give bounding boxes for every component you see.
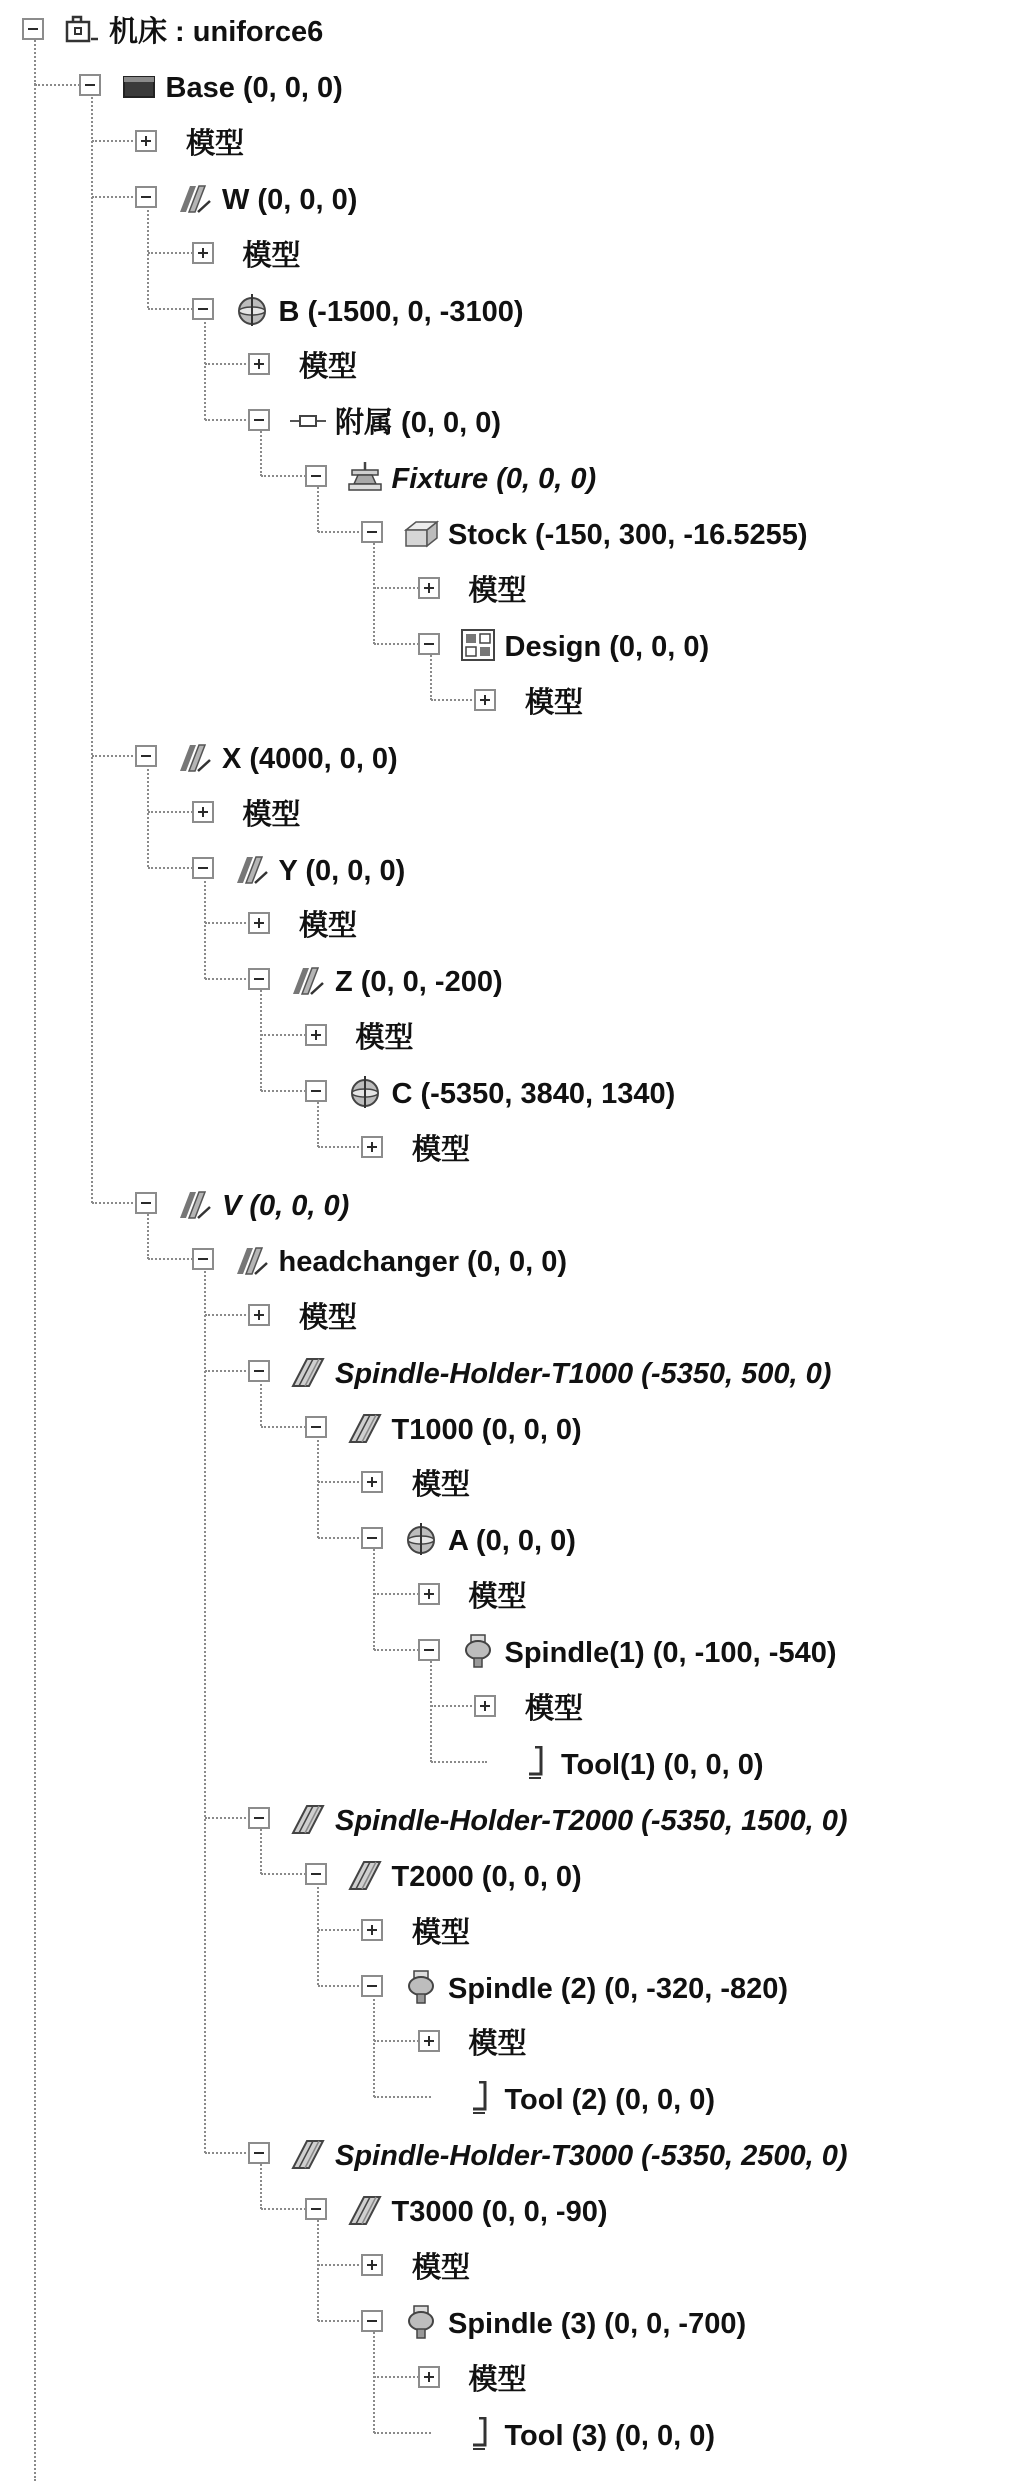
collapse-toggle[interactable] bbox=[305, 2198, 327, 2220]
expand-toggle[interactable] bbox=[361, 1136, 383, 1158]
tree-node-label: 模型 bbox=[525, 1693, 584, 1725]
expand-toggle[interactable] bbox=[474, 689, 496, 711]
holder-icon bbox=[289, 1802, 327, 1836]
tree-node-label: Y (0, 0, 0) bbox=[278, 854, 406, 887]
tree-node-label: Stock (-150, 300, -16.5255) bbox=[448, 519, 808, 552]
tree-node-label: 模型 bbox=[242, 239, 301, 272]
tree-node-label: X (4000, 0, 0) bbox=[222, 742, 398, 775]
collapse-toggle[interactable] bbox=[79, 74, 101, 96]
expand-toggle[interactable] bbox=[418, 577, 440, 599]
tree-node-label: 模型 bbox=[412, 1469, 471, 1502]
rotary-axis-icon bbox=[233, 293, 271, 327]
collapse-toggle[interactable] bbox=[305, 1863, 327, 1885]
tree-node-label: 模型 bbox=[299, 910, 358, 943]
collapse-toggle[interactable] bbox=[248, 1360, 270, 1382]
holder-icon bbox=[346, 1411, 384, 1445]
tree-node-label: Spindle (3) (0, 0, -700) bbox=[448, 2307, 747, 2340]
tree-node-label: Spindle(1) (0, -100, -540) bbox=[504, 1637, 837, 1670]
tree-node-label: 模型 bbox=[186, 127, 245, 160]
linear-axis-icon bbox=[176, 740, 214, 774]
tree-node-label: 模型 bbox=[468, 2363, 527, 2396]
tree-connector-line bbox=[431, 1761, 488, 1763]
tree-node-label: T1000 (0, 0, 0) bbox=[391, 1413, 582, 1446]
collapse-toggle[interactable] bbox=[22, 18, 44, 40]
linear-axis-icon bbox=[176, 181, 214, 215]
expand-toggle[interactable] bbox=[248, 1304, 270, 1326]
tree-node-label: 模型 bbox=[468, 1581, 527, 1614]
expand-toggle[interactable] bbox=[305, 1024, 327, 1046]
expand-toggle[interactable] bbox=[248, 912, 270, 934]
tree-node-label: V (0, 0, 0) bbox=[222, 1189, 350, 1222]
tree-connector-line bbox=[374, 2432, 431, 2434]
tree-node-label: Tool (3) (0, 0, 0) bbox=[504, 2419, 716, 2452]
tree-node-label: 附属 (0, 0, 0) bbox=[335, 407, 501, 440]
collapse-toggle[interactable] bbox=[192, 1248, 214, 1270]
tree-node-label: 模型 bbox=[468, 2028, 527, 2061]
collapse-toggle[interactable] bbox=[248, 968, 270, 990]
collapse-toggle[interactable] bbox=[361, 1975, 383, 1997]
linear-axis-icon bbox=[233, 852, 271, 886]
design-grid-icon bbox=[459, 628, 497, 662]
tree-node-label: 模型 bbox=[525, 686, 584, 719]
tree-node-label: C (-5350, 3840, 1340) bbox=[391, 1078, 676, 1111]
tree-connector-line bbox=[374, 2096, 431, 2098]
tree-node-label: Design (0, 0, 0) bbox=[504, 630, 710, 663]
tree-node-label: B (-1500, 0, -3100) bbox=[278, 295, 524, 328]
tree-node-label: W (0, 0, 0) bbox=[222, 183, 358, 216]
holder-icon bbox=[289, 2137, 327, 2171]
holder-icon bbox=[346, 2193, 384, 2227]
tree-node-label: 模型 bbox=[468, 575, 527, 607]
expand-toggle[interactable] bbox=[474, 1695, 496, 1717]
collapse-toggle[interactable] bbox=[192, 298, 214, 320]
tree-node-label: 模型 bbox=[412, 1134, 471, 1166]
stock-box-icon bbox=[402, 516, 440, 550]
expand-toggle[interactable] bbox=[361, 1919, 383, 1941]
fixture-icon bbox=[346, 460, 384, 494]
expand-toggle[interactable] bbox=[418, 2030, 440, 2052]
tool-icon bbox=[459, 2081, 497, 2115]
collapse-toggle[interactable] bbox=[361, 521, 383, 543]
collapse-toggle[interactable] bbox=[305, 465, 327, 487]
tool-icon bbox=[459, 2417, 497, 2451]
collapse-toggle[interactable] bbox=[248, 409, 270, 431]
tree-node-label: Tool (2) (0, 0, 0) bbox=[504, 2084, 716, 2117]
expand-toggle[interactable] bbox=[135, 130, 157, 152]
tree-node-label: Spindle-Holder-T3000 (-5350, 2500, 0) bbox=[335, 2140, 848, 2173]
collapse-toggle[interactable] bbox=[361, 2310, 383, 2332]
rotary-axis-icon bbox=[402, 1522, 440, 1556]
tool-icon bbox=[515, 1746, 553, 1780]
tree-node-label: 模型 bbox=[299, 351, 358, 384]
collapse-toggle[interactable] bbox=[192, 857, 214, 879]
linear-axis-icon bbox=[176, 1187, 214, 1221]
attachment-icon bbox=[289, 404, 327, 438]
spindle-icon bbox=[459, 1634, 497, 1668]
tree-node-label: 机床 : uniforce6 bbox=[109, 16, 324, 48]
tree-node-label: Base (0, 0, 0) bbox=[165, 71, 343, 104]
tree-node-label: 模型 bbox=[412, 1916, 471, 1949]
tree-node-label: Spindle-Holder-T2000 (-5350, 1500, 0) bbox=[335, 1804, 848, 1837]
holder-icon bbox=[289, 1355, 327, 1389]
tree-node-label: 模型 bbox=[355, 1022, 414, 1055]
tree-connector-line bbox=[34, 29, 36, 2481]
collapse-toggle[interactable] bbox=[305, 1416, 327, 1438]
expand-toggle[interactable] bbox=[418, 1583, 440, 1605]
tree-node-label: Fixture (0, 0, 0) bbox=[391, 463, 597, 496]
collapse-toggle[interactable] bbox=[248, 1807, 270, 1829]
collapse-toggle[interactable] bbox=[248, 2142, 270, 2164]
spindle-icon bbox=[402, 2305, 440, 2339]
tree-connector-line bbox=[91, 85, 93, 1203]
tree-node-label: 模型 bbox=[299, 1301, 358, 1334]
tree-connector-line bbox=[204, 1259, 206, 2153]
base-block-icon bbox=[120, 69, 158, 103]
linear-axis-icon bbox=[233, 1243, 271, 1277]
holder-icon bbox=[346, 1858, 384, 1892]
tree-node-label: 模型 bbox=[242, 798, 301, 831]
collapse-toggle[interactable] bbox=[135, 745, 157, 767]
collapse-toggle[interactable] bbox=[361, 1527, 383, 1549]
collapse-toggle[interactable] bbox=[135, 1192, 157, 1214]
machine-icon bbox=[63, 13, 101, 47]
tree-node-label: 模型 bbox=[412, 2252, 471, 2284]
tree-node-label: headchanger (0, 0, 0) bbox=[278, 1245, 567, 1278]
expand-toggle[interactable] bbox=[248, 353, 270, 375]
tree-node-label: T3000 (0, 0, -90) bbox=[391, 2196, 608, 2229]
tree-node-label: Z (0, 0, -200) bbox=[335, 966, 503, 999]
expand-toggle[interactable] bbox=[361, 1471, 383, 1493]
tree-node-label: T2000 (0, 0, 0) bbox=[391, 1860, 582, 1893]
expand-toggle[interactable] bbox=[192, 801, 214, 823]
collapse-toggle[interactable] bbox=[418, 633, 440, 655]
tree-node-label: Spindle-Holder-T1000 (-5350, 500, 0) bbox=[335, 1357, 832, 1390]
collapse-toggle[interactable] bbox=[418, 1639, 440, 1661]
tree-node-label: Spindle (2) (0, -320, -820) bbox=[448, 1972, 789, 2005]
collapse-toggle[interactable] bbox=[135, 186, 157, 208]
collapse-toggle[interactable] bbox=[305, 1080, 327, 1102]
expand-toggle[interactable] bbox=[361, 2254, 383, 2276]
tree-node-label: A (0, 0, 0) bbox=[448, 1525, 576, 1558]
expand-toggle[interactable] bbox=[192, 242, 214, 264]
tree-node-label: Tool(1) (0, 0, 0) bbox=[561, 1748, 764, 1781]
spindle-icon bbox=[402, 1970, 440, 2004]
linear-axis-icon bbox=[289, 963, 327, 997]
rotary-axis-icon bbox=[346, 1075, 384, 1109]
expand-toggle[interactable] bbox=[418, 2366, 440, 2388]
